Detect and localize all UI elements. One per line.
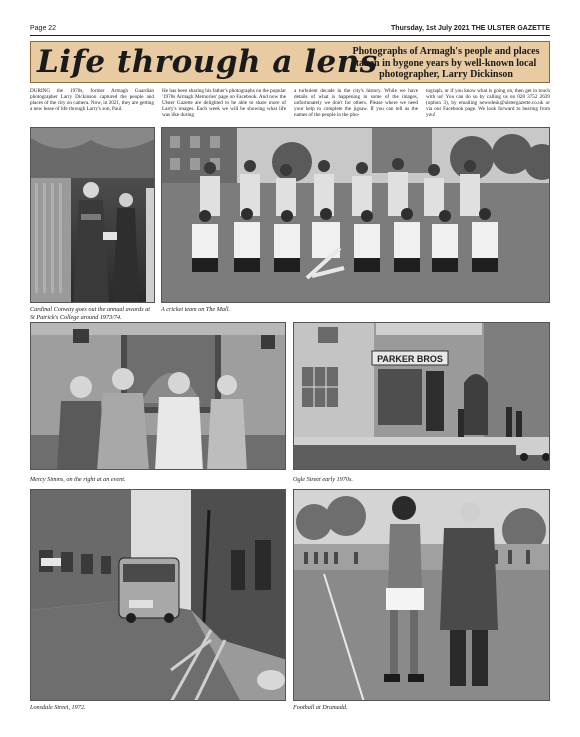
photo-football [293,489,550,701]
photo-caption: Ogle Street early 1970s. [293,476,353,483]
page-title: Life through a lens [37,44,378,80]
sports-photo-icon [294,490,550,701]
page-folio [30,24,550,36]
page-dateline: Thursday, 1st July 2021 THE ULSTER GAZETTE [391,25,550,32]
photo-mercy [30,322,286,470]
headline-deck: Photographs of Armagh's people and places taken in bygone years by well-known local photographer, Larry Dickinson [352,46,540,80]
photo-lonsdale-street [30,489,286,701]
street-photo-icon [294,323,550,470]
photo-cardinal [30,127,155,303]
team-photo-icon [162,128,550,303]
headline-banner [30,41,550,83]
page-number: Page 22 [30,25,57,32]
article-column-4 [426,88,550,122]
column-text: a turbulent decade in the city's history. While we have details of what is happening in some of the images, unfortunately we don't for others. Please where we need your help to complete the jigsaw. If you can tell us the names of the people in the pho- [294,88,418,118]
article-body [30,88,550,122]
group-photo-icon [31,323,286,470]
column-text: DURING the 1970s, former Armagh Guardian photographer Larry Dickinson captured the people and places of the city on camera. Now, in 2021, they are getting a new lease of life through Larry's son, Paul. [30,88,154,112]
article-column-2 [162,88,286,122]
street-photo-icon [31,490,286,701]
column-text: tograph, or if you know what is going on, then get in touch with us! You can do so by calling us on 028 3752 2639 (option 3), by emailing newsdesk@ulstergazette.co.uk or via our Facebook page. We look forward to hearing from you! [426,88,550,118]
photo-caption: Football at Drumadd. [293,704,348,711]
photo-cricket [161,127,550,303]
photo-ogle-street [293,322,550,470]
article-column-3 [294,88,418,122]
article-column-1 [30,88,154,122]
column-text: He has been sharing his father's photographs on the popular '1970s Armagh Memories' page on Facebook. And now the Ulster Gazette are delighted to be able to share more of Larry's images. Each week we will be showing what life was like during [162,88,286,118]
photo-caption: Mercy Simms, on the right at an event. [30,476,126,483]
photo-caption: A cricket team on The Mall. [161,306,230,313]
shop-sign: PARKER BROS [377,354,443,364]
photo-caption: Lonsdale Street, 1972. [30,704,86,711]
ceremony-photo-icon [31,128,155,303]
photo-caption: Cardinal Conway goes out the annual awards at St Patrick's College around 1973/74. [30,306,151,321]
